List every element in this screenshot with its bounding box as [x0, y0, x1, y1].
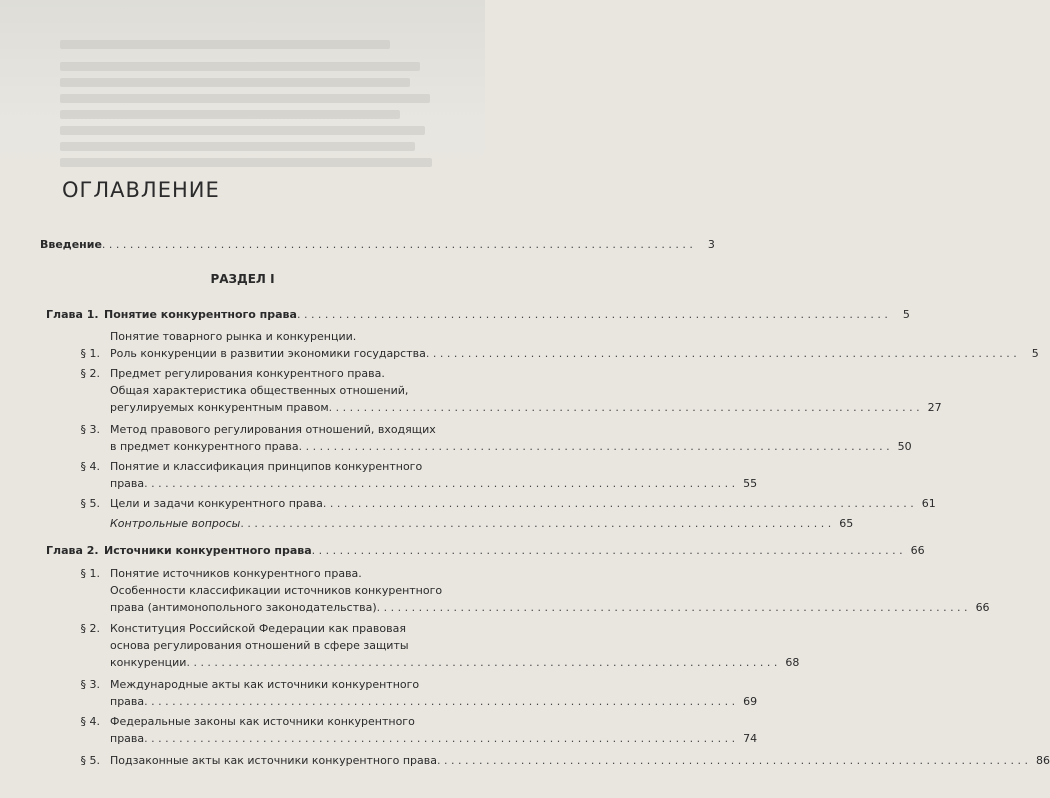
item-line: Конституция Российской Федерации как правовая [110, 622, 406, 635]
section-mark: § 4. [80, 460, 100, 473]
item-page: 66 [975, 601, 990, 614]
item-line: Контрольные вопросы [110, 517, 241, 530]
item-page: 27 [927, 401, 942, 414]
item-page: 69 [743, 695, 758, 708]
chapter-1-title: Понятие конкурентного права [104, 308, 297, 321]
item-line: регулируемых конкурентным правом [110, 401, 329, 414]
toc-item-c1s1[interactable] [46, 328, 1039, 362]
item-line: Цели и задачи конкурентного права [110, 497, 323, 510]
item-page: 65 [839, 517, 854, 530]
section-mark: § 1. [80, 347, 100, 360]
toc-item-c1s4[interactable] [46, 458, 758, 492]
toc-intro[interactable] [40, 236, 715, 253]
toc-chapter-2[interactable] [46, 542, 925, 559]
item-line: Федеральные законы как источники конкурентного [110, 715, 415, 728]
intro-page: 3 [707, 238, 715, 251]
section-mark: § 3. [80, 678, 100, 691]
section-mark: § 2. [80, 622, 100, 635]
chapter-2-page: 66 [910, 544, 925, 557]
section-mark: § 5. [80, 754, 100, 767]
item-line: в предмет конкурентного права [110, 440, 299, 453]
item-line: конкуренции [110, 656, 187, 669]
item-line: права (антимонопольного законодательства) [110, 601, 377, 614]
item-line: Международные акты как источники конкурентного [110, 678, 420, 691]
toc-item-c2s5[interactable] [46, 752, 1050, 769]
toc-item-c2s2[interactable] [46, 620, 800, 671]
item-line: основа регулирования отношений в сфере защиты [110, 639, 409, 652]
item-line: Метод правового регулирования отношений, входящих [110, 423, 436, 436]
toc-item-c1s3[interactable] [46, 421, 912, 455]
item-line: права [110, 695, 145, 708]
item-page: 61 [921, 497, 936, 510]
item-line: Понятие источников конкурентного права. [110, 567, 362, 580]
item-line: Особенности классификации источников конкурентного [110, 584, 443, 597]
toc-chapter-1[interactable] [46, 306, 910, 323]
toc-item-c1-questions[interactable] [46, 515, 854, 532]
section-mark: § 3. [80, 423, 100, 436]
item-page: 5 [1031, 347, 1039, 360]
chapter-1-page: 5 [902, 308, 910, 321]
chapter-2-num: Глава 2. [46, 544, 99, 557]
item-line: Понятие и классификация принципов конкурентного [110, 460, 423, 473]
toc-item-c2s1[interactable] [46, 565, 990, 616]
item-page: 55 [743, 477, 758, 490]
section-heading: РАЗДЕЛ I [210, 272, 275, 286]
item-page: 74 [743, 732, 758, 745]
item-line: Предмет регулирования конкурентного права. [110, 367, 385, 380]
section-mark: § 5. [80, 497, 100, 510]
section-mark: § 4. [80, 715, 100, 728]
item-line: Подзаконные акты как источники конкурентного права [110, 754, 438, 767]
chapter-1-num: Глава 1. [46, 308, 99, 321]
chapter-2-title: Источники конкурентного права [104, 544, 312, 557]
item-line: Роль конкуренции в развитии экономики государства [110, 347, 426, 360]
item-page: 86 [1035, 754, 1050, 767]
item-page: 50 [897, 440, 912, 453]
intro-label: Введение [40, 238, 102, 251]
item-page: 68 [785, 656, 800, 669]
section-mark: § 1. [80, 567, 100, 580]
item-line: Понятие товарного рынка и конкуренции. [110, 330, 357, 343]
section-mark: § 2. [80, 367, 100, 380]
page-title: ОГЛАВЛЕНИЕ [62, 178, 220, 202]
toc-item-c1s5[interactable] [46, 495, 936, 512]
item-line: Общая характеристика общественных отношений, [110, 384, 409, 397]
toc-item-c2s4[interactable] [46, 713, 758, 747]
toc-item-c1s2[interactable] [46, 365, 942, 416]
item-line: права [110, 477, 145, 490]
toc-item-c2s3[interactable] [46, 676, 758, 710]
item-line: права [110, 732, 145, 745]
